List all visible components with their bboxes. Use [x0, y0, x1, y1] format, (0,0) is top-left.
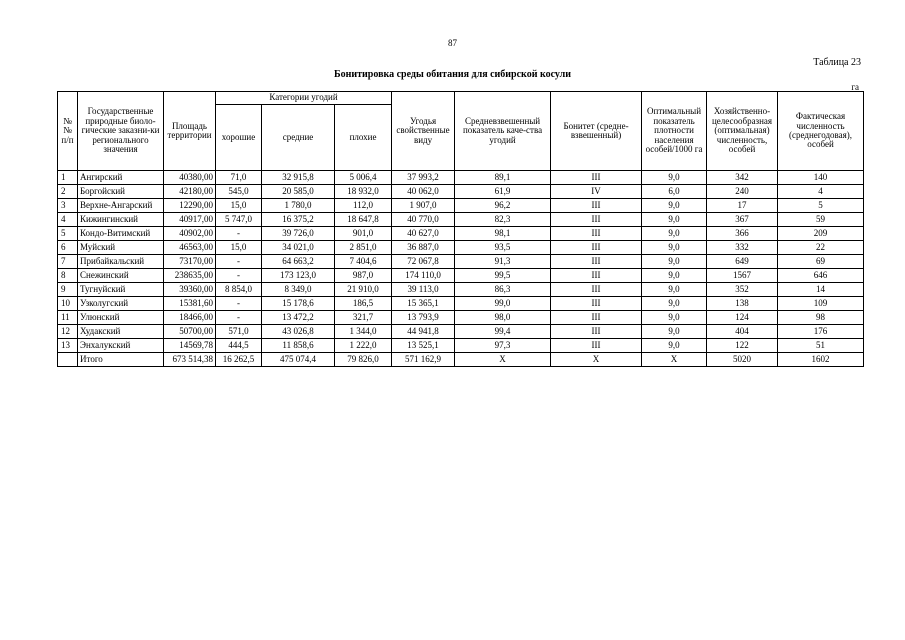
- cell-actual: 14: [778, 283, 864, 297]
- cell-density: 9,0: [642, 297, 707, 311]
- cell-density: 9,0: [642, 339, 707, 353]
- cell-good: 16 262,5: [216, 353, 262, 367]
- cell-poor: 321,7: [335, 311, 392, 325]
- header-bonitet: Бонитет (средне-взвешенный): [551, 92, 642, 171]
- cell-economic: 366: [707, 227, 778, 241]
- cell-poor: 1 344,0: [335, 325, 392, 339]
- cell-bonitet: III: [551, 311, 642, 325]
- table-row: [58, 339, 864, 353]
- cell-density: 9,0: [642, 283, 707, 297]
- cell-actual: 1602: [778, 353, 864, 367]
- cell-actual: 109: [778, 297, 864, 311]
- table-row: [58, 297, 864, 311]
- cell-economic: 122: [707, 339, 778, 353]
- cell-specific: 37 993,2: [392, 171, 455, 185]
- cell-reserve-name: Верхне-Ангарский: [78, 199, 164, 213]
- cell-economic: 124: [707, 311, 778, 325]
- cell-poor: 21 910,0: [335, 283, 392, 297]
- cell-weighted: 97,3: [455, 339, 551, 353]
- header-reserve: Государственные природные биоло-гические заказни-ки регионального значения: [78, 92, 164, 171]
- cell-weighted: 61,9: [455, 185, 551, 199]
- cell-bonitet: III: [551, 269, 642, 283]
- cell-medium: 173 123,0: [262, 269, 335, 283]
- habitat-bonitet-table: [57, 91, 864, 367]
- cell-bonitet: IV: [551, 185, 642, 199]
- cell-num: 4: [58, 213, 78, 227]
- header-num: №№ п/п: [58, 92, 78, 171]
- table-row: [58, 213, 864, 227]
- cell-bonitet: III: [551, 241, 642, 255]
- cell-specific: 40 627,0: [392, 227, 455, 241]
- cell-reserve-name: Улюнский: [78, 311, 164, 325]
- cell-area: 238635,00: [164, 269, 216, 283]
- cell-density: 9,0: [642, 213, 707, 227]
- cell-num: 11: [58, 311, 78, 325]
- cell-economic: 352: [707, 283, 778, 297]
- cell-good: 571,0: [216, 325, 262, 339]
- cell-bonitet: III: [551, 339, 642, 353]
- cell-reserve-name: Прибайкальский: [78, 255, 164, 269]
- cell-actual: 59: [778, 213, 864, 227]
- cell-reserve-name: Снежинский: [78, 269, 164, 283]
- cell-area: 50700,00: [164, 325, 216, 339]
- cell-num: 13: [58, 339, 78, 353]
- cell-area: 40380,00: [164, 171, 216, 185]
- cell-reserve-name: Тугнуйский: [78, 283, 164, 297]
- cell-density: 9,0: [642, 227, 707, 241]
- cell-weighted: 93,5: [455, 241, 551, 255]
- cell-specific: 571 162,9: [392, 353, 455, 367]
- unit-label: га: [851, 82, 859, 92]
- cell-actual: 176: [778, 325, 864, 339]
- cell-area: 73170,00: [164, 255, 216, 269]
- cell-num: 5: [58, 227, 78, 241]
- cell-reserve-name: Ангирский: [78, 171, 164, 185]
- cell-specific: 174 110,0: [392, 269, 455, 283]
- cell-specific: 40 770,0: [392, 213, 455, 227]
- cell-bonitet: III: [551, 255, 642, 269]
- table-row: [58, 185, 864, 199]
- table-row: [58, 255, 864, 269]
- cell-economic: 5020: [707, 353, 778, 367]
- table-row: [58, 325, 864, 339]
- cell-weighted: 82,3: [455, 213, 551, 227]
- cell-reserve-name: Итого: [78, 353, 164, 367]
- cell-num: 9: [58, 283, 78, 297]
- cell-poor: 18 647,8: [335, 213, 392, 227]
- table-row: [58, 227, 864, 241]
- cell-area: 18466,00: [164, 311, 216, 325]
- cell-economic: 649: [707, 255, 778, 269]
- cell-good: 8 854,0: [216, 283, 262, 297]
- cell-weighted: 99,5: [455, 269, 551, 283]
- cell-poor: 18 932,0: [335, 185, 392, 199]
- cell-weighted: 99,0: [455, 297, 551, 311]
- cell-weighted: 89,1: [455, 171, 551, 185]
- cell-economic: 332: [707, 241, 778, 255]
- cell-medium: 43 026,8: [262, 325, 335, 339]
- cell-num: 3: [58, 199, 78, 213]
- cell-good: 15,0: [216, 241, 262, 255]
- page-number: 87: [448, 38, 457, 48]
- cell-poor: 2 851,0: [335, 241, 392, 255]
- cell-weighted: 98,0: [455, 311, 551, 325]
- cell-economic: 404: [707, 325, 778, 339]
- cell-num: 8: [58, 269, 78, 283]
- cell-num: [58, 353, 78, 367]
- cell-weighted: 96,2: [455, 199, 551, 213]
- cell-medium: 8 349,0: [262, 283, 335, 297]
- cell-economic: 342: [707, 171, 778, 185]
- cell-poor: 7 404,6: [335, 255, 392, 269]
- cell-density: 9,0: [642, 311, 707, 325]
- cell-medium: 34 021,0: [262, 241, 335, 255]
- table-body: [58, 171, 864, 367]
- cell-good: 444,5: [216, 339, 262, 353]
- cell-economic: 138: [707, 297, 778, 311]
- cell-actual: 69: [778, 255, 864, 269]
- cell-good: 15,0: [216, 199, 262, 213]
- table-row: [58, 241, 864, 255]
- cell-weighted: X: [455, 353, 551, 367]
- cell-specific: 15 365,1: [392, 297, 455, 311]
- cell-specific: 44 941,8: [392, 325, 455, 339]
- cell-weighted: 86,3: [455, 283, 551, 297]
- cell-poor: 112,0: [335, 199, 392, 213]
- cell-density: X: [642, 353, 707, 367]
- cell-bonitet: III: [551, 297, 642, 311]
- cell-good: -: [216, 311, 262, 325]
- cell-density: 6,0: [642, 185, 707, 199]
- cell-weighted: 99,4: [455, 325, 551, 339]
- cell-medium: 11 858,6: [262, 339, 335, 353]
- cell-medium: 20 585,0: [262, 185, 335, 199]
- cell-good: -: [216, 227, 262, 241]
- cell-economic: 1567: [707, 269, 778, 283]
- cell-medium: 15 178,6: [262, 297, 335, 311]
- cell-reserve-name: Худакский: [78, 325, 164, 339]
- cell-bonitet: III: [551, 325, 642, 339]
- header-medium: средние: [262, 105, 335, 171]
- table-label: Таблица 23: [813, 57, 861, 68]
- header-good: хорошие: [216, 105, 262, 171]
- header-actual: Фактическая численность (среднегодовая), особей: [778, 92, 864, 171]
- header-categories: Категории угодий: [216, 92, 392, 105]
- cell-reserve-name: Муйский: [78, 241, 164, 255]
- cell-reserve-name: Кондо-Витимский: [78, 227, 164, 241]
- table-row: [58, 269, 864, 283]
- table-row: [58, 311, 864, 325]
- cell-num: 1: [58, 171, 78, 185]
- cell-reserve-name: Кижингинский: [78, 213, 164, 227]
- cell-economic: 17: [707, 199, 778, 213]
- cell-area: 40917,00: [164, 213, 216, 227]
- cell-area: 42180,00: [164, 185, 216, 199]
- cell-economic: 240: [707, 185, 778, 199]
- cell-poor: 987,0: [335, 269, 392, 283]
- cell-density: 9,0: [642, 325, 707, 339]
- cell-reserve-name: Энхалукский: [78, 339, 164, 353]
- cell-specific: 1 907,0: [392, 199, 455, 213]
- cell-actual: 646: [778, 269, 864, 283]
- cell-poor: 5 006,4: [335, 171, 392, 185]
- cell-good: 545,0: [216, 185, 262, 199]
- cell-bonitet: III: [551, 227, 642, 241]
- cell-area: 14569,78: [164, 339, 216, 353]
- cell-density: 9,0: [642, 269, 707, 283]
- cell-specific: 36 887,0: [392, 241, 455, 255]
- cell-reserve-name: Боргойский: [78, 185, 164, 199]
- cell-specific: 13 793,9: [392, 311, 455, 325]
- cell-num: 12: [58, 325, 78, 339]
- cell-density: 9,0: [642, 255, 707, 269]
- cell-bonitet: III: [551, 171, 642, 185]
- cell-density: 9,0: [642, 241, 707, 255]
- cell-num: 10: [58, 297, 78, 311]
- header-area: Площадь территории: [164, 92, 216, 171]
- cell-specific: 39 113,0: [392, 283, 455, 297]
- table-row: [58, 171, 864, 185]
- cell-bonitet: III: [551, 199, 642, 213]
- total-row: [58, 353, 864, 367]
- table-row: [58, 199, 864, 213]
- cell-poor: 79 826,0: [335, 353, 392, 367]
- cell-area: 46563,00: [164, 241, 216, 255]
- cell-good: 71,0: [216, 171, 262, 185]
- cell-area: 39360,00: [164, 283, 216, 297]
- cell-area: 40902,00: [164, 227, 216, 241]
- cell-actual: 140: [778, 171, 864, 185]
- cell-actual: 4: [778, 185, 864, 199]
- cell-medium: 1 780,0: [262, 199, 335, 213]
- cell-poor: 901,0: [335, 227, 392, 241]
- cell-actual: 5: [778, 199, 864, 213]
- table-row: [58, 283, 864, 297]
- cell-good: -: [216, 297, 262, 311]
- cell-num: 2: [58, 185, 78, 199]
- cell-medium: 13 472,2: [262, 311, 335, 325]
- cell-actual: 51: [778, 339, 864, 353]
- cell-good: -: [216, 255, 262, 269]
- cell-weighted: 91,3: [455, 255, 551, 269]
- cell-bonitet: III: [551, 283, 642, 297]
- cell-bonitet: X: [551, 353, 642, 367]
- cell-good: -: [216, 269, 262, 283]
- cell-specific: 40 062,0: [392, 185, 455, 199]
- cell-medium: 16 375,2: [262, 213, 335, 227]
- header-optimal-density: Оптимальный показатель плотности населения особей/1000 га: [642, 92, 707, 171]
- cell-economic: 367: [707, 213, 778, 227]
- cell-medium: 32 915,8: [262, 171, 335, 185]
- cell-area: 673 514,38: [164, 353, 216, 367]
- cell-actual: 209: [778, 227, 864, 241]
- header-weighted: Средневзвешенный показатель каче-ства угодий: [455, 92, 551, 171]
- header-poor: плохие: [335, 105, 392, 171]
- document-title: Бонитировка среды обитания для сибирской косули: [333, 69, 572, 80]
- cell-poor: 186,5: [335, 297, 392, 311]
- cell-medium: 475 074,4: [262, 353, 335, 367]
- header-specific: Угодья свойственные виду: [392, 92, 455, 171]
- cell-actual: 22: [778, 241, 864, 255]
- cell-actual: 98: [778, 311, 864, 325]
- cell-area: 15381,60: [164, 297, 216, 311]
- cell-specific: 72 067,8: [392, 255, 455, 269]
- cell-num: 6: [58, 241, 78, 255]
- cell-poor: 1 222,0: [335, 339, 392, 353]
- cell-reserve-name: Узколугский: [78, 297, 164, 311]
- cell-weighted: 98,1: [455, 227, 551, 241]
- cell-medium: 39 726,0: [262, 227, 335, 241]
- cell-density: 9,0: [642, 199, 707, 213]
- cell-density: 9,0: [642, 171, 707, 185]
- cell-specific: 13 525,1: [392, 339, 455, 353]
- header-economic: Хозяйственно-целесообразная (оптимальная) численность, особей: [707, 92, 778, 171]
- cell-medium: 64 663,2: [262, 255, 335, 269]
- cell-num: 7: [58, 255, 78, 269]
- cell-bonitet: III: [551, 213, 642, 227]
- cell-area: 12290,00: [164, 199, 216, 213]
- cell-good: 5 747,0: [216, 213, 262, 227]
